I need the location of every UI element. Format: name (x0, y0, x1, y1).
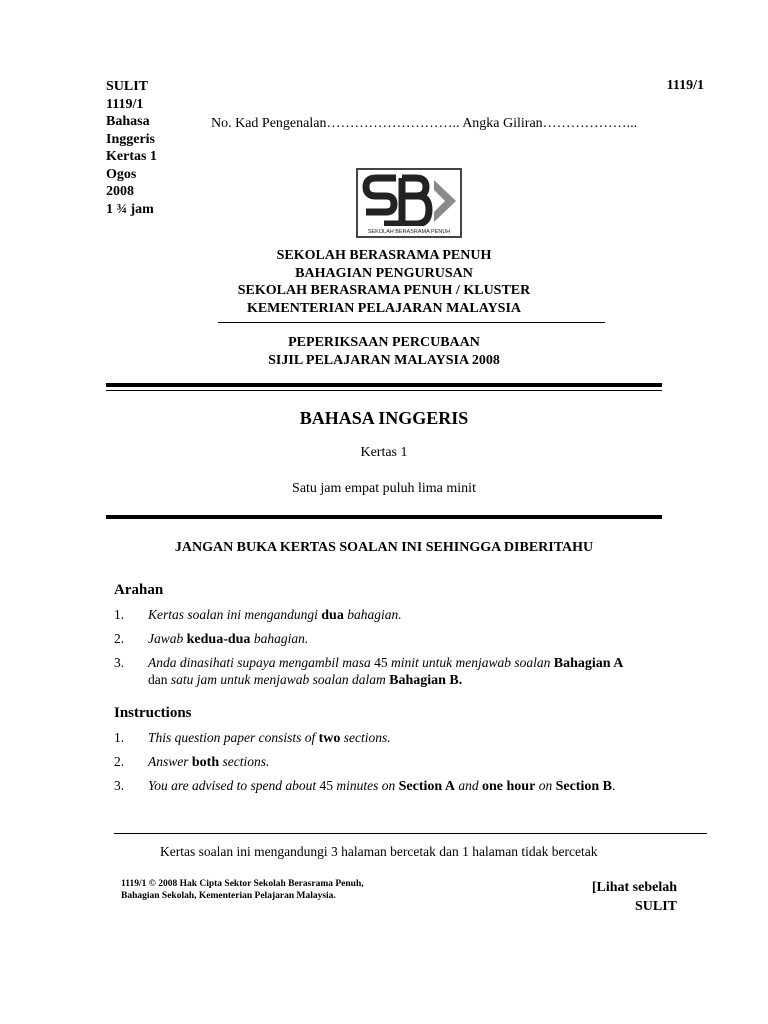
copyright-notice (121, 878, 364, 902)
item-number: 2. (114, 754, 125, 769)
instructions-item-3: 3. You are advised to spend about 45 minutes on Section A and one hour on Section B. (114, 778, 616, 794)
subject-title: BAHASA INGGERIS (299, 408, 469, 428)
thin-rule-top (106, 390, 662, 391)
org-line-4: KEMENTERIAN PELAJARAN MALAYSIA (246, 300, 522, 316)
item-number: 2. (114, 631, 125, 646)
thick-rule-top (106, 383, 662, 387)
item-number: 3. (114, 778, 125, 793)
organisation-header (0, 247, 768, 317)
duration-text: Satu jam empat puluh lima minit (292, 481, 476, 496)
org-line-2: BAHAGIAN PENGURUSAN (295, 265, 473, 281)
exam-line-2: SIJIL PELAJARAN MALAYSIA 2008 (268, 352, 500, 368)
paper-code-right: 1119/1 (666, 78, 704, 93)
copyright-line-1: 1119/1 © 2008 Hak Cipta Sektor Sekolah Berasrama Penuh, (121, 879, 364, 889)
candidate-id-line: No. Kad Pengenalan……………………….. Angka Giliran………………... (211, 116, 638, 131)
paper-number: Kertas 1 (106, 149, 157, 164)
arahan-item-3: 3. Anda dinasihati supaya mengambil masa 45 minit untuk menjawab soalan Bahagian A dan satu jam untuk menjawab soalan dalam Bahagian B. (114, 655, 624, 688)
exam-title (0, 334, 768, 369)
duration-short: 1 ¾ jam (106, 201, 154, 217)
arahan-item-1: 1. Kertas soalan ini mengandungi dua bahagian. (114, 607, 402, 623)
paper-label: Kertas 1 (360, 445, 408, 460)
org-line-3: SEKOLAH BERASRAMA PENUH / KLUSTER (237, 283, 531, 298)
footer-divider (114, 833, 707, 834)
header-divider (218, 322, 605, 323)
exam-line-1: PEPERIKSAAN PERCUBAAN (288, 335, 480, 350)
turn-over-label: [Lihat sebelah (591, 880, 677, 895)
sbp-logo-icon (356, 168, 462, 238)
instructions-item-2: 2. Answer both sections. (114, 754, 270, 770)
subject-line-1: Bahasa (106, 114, 150, 129)
paper-code: 1119/1 (106, 96, 144, 112)
arahan-item-2: 2. Jawab kedua-dua bahagian. (114, 631, 309, 647)
item-number: 1. (114, 730, 125, 745)
instructions-item-1: 1. This question paper consists of two sections. (114, 730, 391, 746)
school-logo (356, 168, 462, 238)
turn-over-note (592, 878, 677, 916)
warning-text: JANGAN BUKA KERTAS SOALAN INI SEHINGGA DIBERITAHU (174, 540, 594, 555)
copyright-line-2: Bahagian Sekolah, Kementerian Pelajaran Malaysia. (121, 891, 336, 901)
thick-rule-bottom (106, 515, 662, 519)
classification-footer: SULIT (634, 899, 677, 914)
item-number: 1. (114, 607, 125, 622)
year: 2008 (106, 184, 134, 199)
page-count-note: Kertas soalan ini mengandungi 3 halaman bercetak dan 1 halaman tidak bercetak (160, 844, 598, 859)
org-line-1: SEKOLAH BERASRAMA PENUH (276, 248, 492, 263)
item-number: 3. (114, 655, 125, 670)
classification-label: SULIT (106, 79, 149, 94)
subject-line-2: Inggeris (106, 131, 155, 147)
month: Ogos (106, 166, 137, 182)
arahan-heading: Arahan (114, 582, 164, 598)
instructions-heading: Instructions (114, 705, 192, 721)
logo-caption: SEKOLAH BERASRAMA PENUH (367, 229, 451, 235)
paper-info-block (106, 78, 157, 218)
